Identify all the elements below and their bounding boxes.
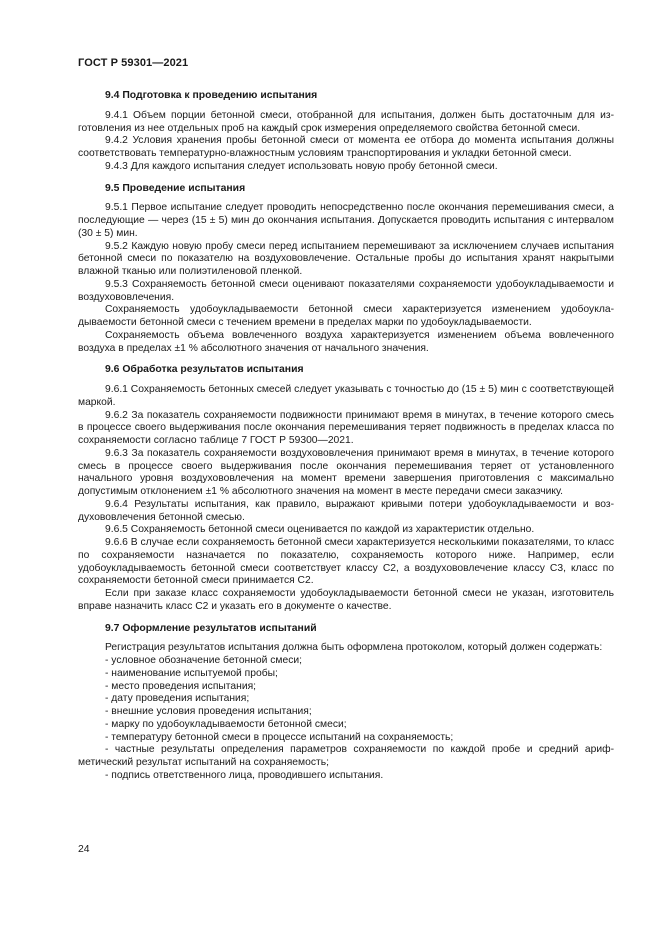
section-heading-9-6: 9.6 Обработка результатов испытания (105, 364, 304, 376)
paragraph-9-6-6-order: Если при заказе класс сохраняемости удобоукладываемости бетонной смеси не указан, изготовитель вправе назначить класс С2 и указать его в документе о качестве. (78, 588, 614, 612)
paragraph-9-6-6: 9.6.6 В случае если сохраняемость бетонной смеси характеризуется несколькими показателями, то класс по сохраняемости назначается по показателю, сохраняемость которого ниже. Например, если удобоукладываемость бетонной смеси соответствует классу С2, а воздухововлечение классу С3, класс по сохраняемости бетонной смеси принимается С2. (78, 537, 614, 587)
section-heading-9-7: 9.7 Оформление результатов испытаний (105, 622, 317, 634)
paragraph-9-4-1: 9.4.1 Объем порции бетонной смеси, отобранной для испытания, должен быть достаточным для изготовления из нее отдельных проб на каждый срок измерения определяемого свойства бетонной смеси. (78, 109, 614, 134)
list-item: - частные результаты определения параметров сохраняемости по каждой пробе и средний арифметический результат испытаний на сохраняемость; (78, 744, 614, 768)
paragraph-9-7-intro: Регистрация результатов испытания должна быть оформлена протоколом, который должен содержать: (105, 642, 603, 654)
list-item: - температуру бетонной смеси в процессе испытаний на сохраняемость; (105, 731, 454, 743)
paragraph-9-6-5: 9.6.5 Сохраняемость бетонной смеси оценивается по каждой из характеристик отдельно. (105, 524, 535, 536)
section-heading-9-4: 9.4 Подготовка к проведению испытания (105, 90, 318, 101)
paragraph-9-4-2: 9.4.2 Условия хранения пробы бетонной смеси от момента ее отбора до момента испытания должны соответствовать температурно-влажностным условиям транспортирования и укладки бетонной смеси. (78, 135, 614, 159)
paragraph-9-6-4: 9.6.4 Результаты испытания, как правило, выражают кривыми потери удобоукладываемости и воздухововлечения бетонной смесью. (78, 498, 614, 523)
paragraph-9-5-3-workability: Сохраняемость удобоукладываемости бетонной смеси характеризуется изменением удобоукладываемости бетонной смеси с течением времени в пределах марки по удобоукладываемости. (78, 304, 614, 328)
paragraph-9-5-3: 9.5.3 Сохраняемость бетонной смеси оценивают показателями сохраняемости удобоукладываемости и воздухововлечения. (78, 278, 614, 303)
paragraph-9-5-2: 9.5.2 Каждую новую пробу смеси перед испытанием перемешивают за исключением случаев испытания бетонной смеси по показателю на воздухововлечение. Остальные пробы до испытания хранят накрытыми влажной тканью или полиэтиленовой пленкой. (78, 240, 614, 277)
standard-header: ГОСТ Р 59301—2021 (78, 57, 189, 69)
paragraph-9-5-1: 9.5.1 Первое испытание следует проводить непосредственно после окончания перемешивания смеси, а последующие — через (15 ± 5) мин до окончания испытания. Допускается проводить испытания с интервалом (30 ± 5) мин. (78, 202, 614, 239)
paragraph-9-6-2: 9.6.2 За показатель сохраняемости подвижности принимают время в минутах, в течение которого смесь в процессе своего выдерживания после окончания перемешивания теряет подвижность в пределах класса по сохраняемости согласно таблице 7 ГОСТ Р 59300—2021. (78, 409, 614, 446)
list-item: - марку по удобоукладываемости бетонной смеси; (105, 718, 347, 730)
section-heading-9-5: 9.5 Проведение испытания (105, 182, 246, 194)
list-item: - внешние условия проведения испытания; (105, 706, 312, 717)
list-item: - условное обозначение бетонной смеси; (105, 655, 302, 666)
document-body (78, 90, 614, 783)
paragraph-9-6-1: 9.6.1 Сохраняемость бетонных смесей следует указывать с точностью до (15 ± 5) мин с соответствующей маркой. (78, 384, 614, 408)
paragraph-9-6-3: 9.6.3 За показатель сохраняемости воздухововлечения принимают время в минутах, в течение которого смесь в процессе своего выдерживания после окончания перемешивания теряет от установленного начального уровня воздухововлечения на момент времени завершения приготовления с максимально допустимым отклонением ±1 % абсолютного значения на момент в месте передачи смеси заказчику. (78, 447, 614, 497)
list-item: - дату проведения испытания; (105, 693, 250, 705)
page-number: 24 (78, 844, 90, 855)
list-item: - подпись ответственного лица, проводившего испытания. (105, 769, 384, 781)
list-item: - место проведения испытания; (105, 680, 257, 692)
paragraph-9-4-3: 9.4.3 Для каждого испытания следует использовать новую пробу бетонной смеси. (105, 160, 498, 172)
list-item: - наименование испытуемой пробы; (105, 667, 278, 679)
paragraph-9-5-3-air: Сохраняемость объема вовлеченного воздуха характеризуется изменением объема вовлеченного воздуха в пределах ±1 % абсолютного значения от начального значения. (78, 329, 614, 354)
